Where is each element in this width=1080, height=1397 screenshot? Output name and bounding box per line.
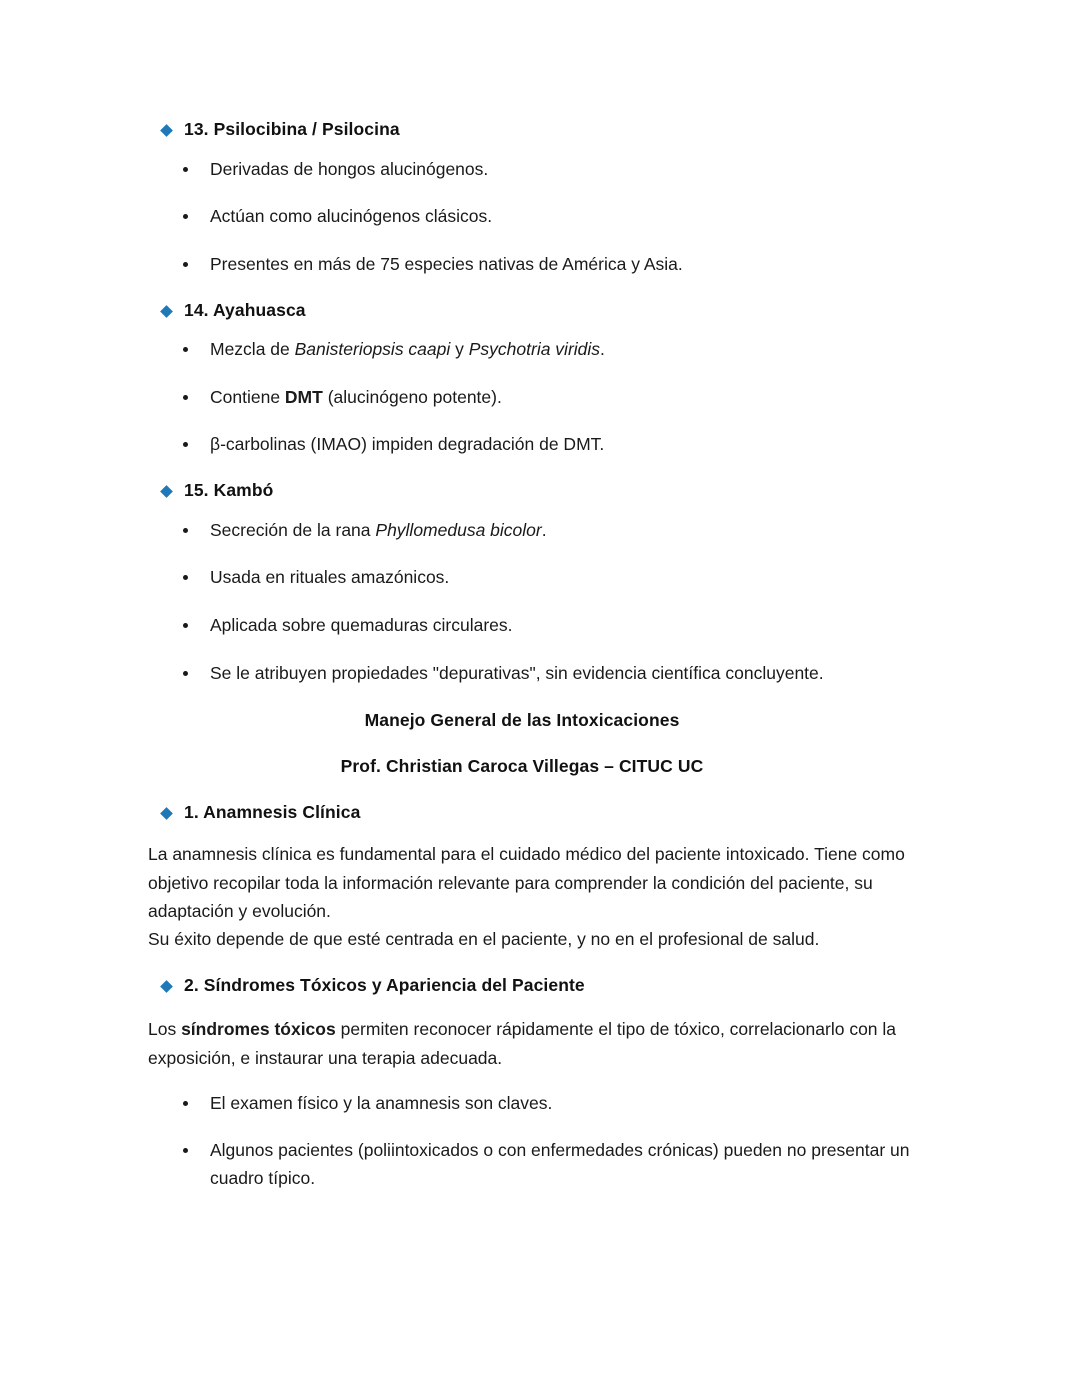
diamond-bullet-icon: [160, 124, 173, 137]
spacer: [148, 183, 938, 203]
anamnesis-paragraph-1: La anamnesis clínica es fundamental para el cuidado médico del paciente intoxicado. Tiene como objetivo recopilar toda la información relevante para comprender la condición del paciente, su adaptación y evolución.: [148, 844, 905, 921]
section-heading-label: 14. Ayahuasca: [184, 299, 306, 320]
list-item-label: Aplicada sobre quemaduras circulares.: [210, 615, 513, 635]
list-item-text: [210, 520, 547, 540]
list-item: [148, 564, 938, 592]
list-item: [148, 336, 938, 364]
section-heading-label: 13. Psilocibina / Psilocina: [184, 119, 400, 139]
dot-bullet-icon: [183, 395, 188, 400]
list-item-label: El examen físico y la anamnesis son claves.: [210, 1092, 553, 1113]
dot-bullet-icon: [183, 623, 188, 628]
bullet-list-ayahuasca: [148, 336, 938, 459]
list-item: [148, 612, 938, 640]
diamond-bullet-icon: [160, 980, 173, 993]
section-heading-psilocibina: [162, 118, 938, 142]
bullet-list-sindromes: [148, 1090, 938, 1193]
species-name-italic: Banisteriopsis caapi: [294, 339, 451, 360]
dot-bullet-icon: [183, 528, 188, 533]
dot-bullet-icon: [183, 214, 188, 219]
dot-bullet-icon: [183, 671, 188, 676]
spacer: [148, 411, 938, 431]
section-heading-anamnesis: [162, 801, 938, 825]
section-heading-label: 1. Anamnesis Clínica: [184, 801, 361, 822]
list-item-label: Presentes en más de 75 especies nativas de América y Asia.: [210, 253, 683, 274]
text-fragment: .: [541, 519, 547, 540]
list-item: [148, 156, 938, 184]
diamond-bullet-icon: [160, 485, 173, 498]
spacer: [148, 640, 938, 660]
emphasis-term: síndromes tóxicos: [181, 1019, 336, 1040]
bullet-list-kambo: [148, 517, 938, 688]
spacer: [148, 592, 938, 612]
list-item: [148, 1090, 938, 1118]
list-item: [148, 1137, 938, 1192]
list-item: [148, 517, 938, 545]
spacer: [148, 544, 938, 564]
list-item-label: Se le atribuyen propiedades "depurativas", sin evidencia científica concluyente.: [210, 662, 824, 683]
emphasis-term: DMT: [284, 386, 323, 407]
spacer: [148, 364, 938, 384]
list-item-label: Actúan como alucinógenos clásicos.: [210, 206, 493, 227]
list-item: [148, 431, 938, 459]
list-item-text: [210, 387, 502, 407]
diamond-bullet-icon: [160, 807, 173, 820]
spacer: [148, 231, 938, 251]
document-title: Manejo General de las Intoxicaciones: [364, 710, 680, 731]
dot-bullet-icon: [183, 1148, 188, 1153]
list-item: [148, 660, 938, 688]
document-content: [148, 118, 938, 1193]
species-name-italic: Phyllomedusa bicolor: [375, 519, 542, 540]
diamond-bullet-icon: [160, 305, 173, 318]
dot-bullet-icon: [183, 575, 188, 580]
dot-bullet-icon: [183, 167, 188, 172]
list-item-label: Algunos pacientes (poliintoxicados o con enfermedades crónicas) pueden no presentar un cuadro típico.: [210, 1140, 910, 1189]
text-fragment: Mezcla de: [210, 339, 295, 360]
list-item-label: β-carbolinas (IMAO) impiden degradación de DMT.: [210, 434, 605, 455]
text-fragment: (alucinógeno potente).: [322, 386, 502, 407]
list-item: [148, 384, 938, 412]
section-heading-ayahuasca: [162, 299, 938, 323]
text-fragment: Los: [148, 1019, 182, 1040]
sindromes-intro-paragraph: [148, 1015, 938, 1072]
text-fragment: y: [450, 339, 469, 360]
text-fragment: .: [600, 339, 605, 360]
document-author: Prof. Christian Caroca Villegas – CITUC UC: [340, 755, 704, 776]
text-fragment: permiten reconocer rápidamente el tipo de tóxico, correlacionarlo con la exposición, e instaurar una terapia adecuada.: [148, 1019, 897, 1068]
dot-bullet-icon: [183, 262, 188, 267]
section-heading-label: 15. Kambó: [184, 480, 274, 501]
text-fragment: Secreción de la rana: [210, 519, 376, 540]
list-item-label: Usada en rituales amazónicos.: [210, 567, 450, 588]
text-fragment: Contiene: [210, 386, 285, 407]
species-name-italic: Psychotria viridis: [468, 339, 601, 360]
section-heading-kambo: [162, 479, 938, 503]
anamnesis-paragraph-2: Su éxito depende de que esté centrada en el paciente, y no en el profesional de salud.: [148, 929, 820, 950]
list-item: [148, 203, 938, 231]
list-item-label: Derivadas de hongos alucinógenos.: [210, 158, 489, 179]
dot-bullet-icon: [183, 347, 188, 352]
section-heading-sindromes: [162, 974, 938, 998]
dot-bullet-icon: [183, 442, 188, 447]
dot-bullet-icon: [183, 1101, 188, 1106]
list-item-text: [210, 339, 605, 359]
section-heading-label: 2. Síndromes Tóxicos y Apariencia del Paciente: [184, 974, 585, 995]
bullet-list-psilocibina: [148, 156, 938, 279]
list-item: [148, 251, 938, 279]
spacer: [148, 1117, 938, 1137]
